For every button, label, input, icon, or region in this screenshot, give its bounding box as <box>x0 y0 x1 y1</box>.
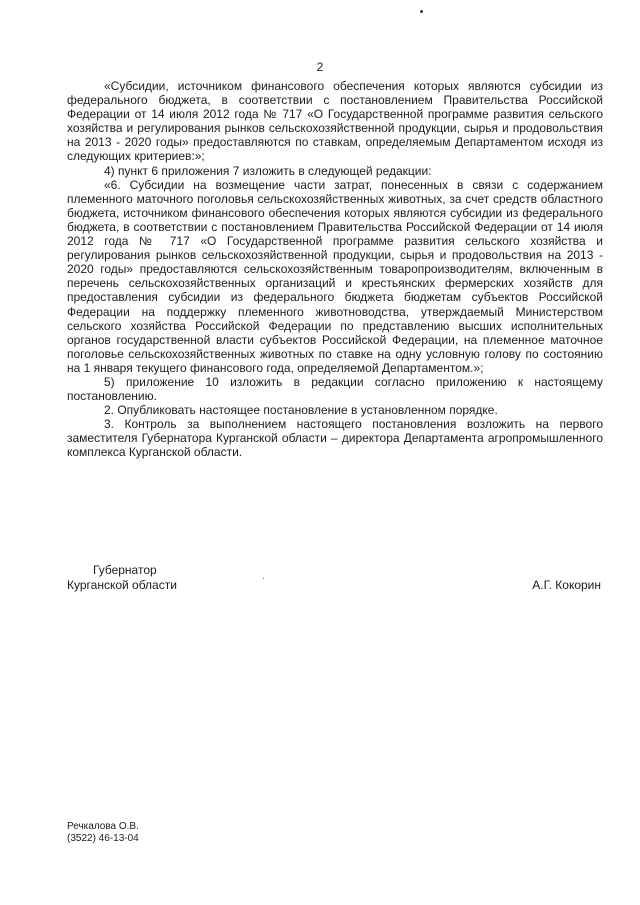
paragraph-item-4: 4) пункт 6 приложения 7 изложить в следующей редакции: <box>104 163 432 178</box>
signature-block <box>67 563 603 592</box>
executor-phone: (3522) 46-13-04 <box>67 833 139 844</box>
paragraph-clause-6: «6. Субсидии на возмещение части затрат, понесенных в связи с содержанием племенного маточного поголовья сельскохозяйственных животных, за счет средств областного бюджета, источником финансового обеспечения которых являются субсидии из федерального бюджета, в соответствии с постановлением Правительства Российской Федерации от 14 июля 2012 года № 717 «О Государственной программе развития сельского хозяйства и регулирования рынков сельскохозяйственной продукции, сырья и продовольствия на 2013 - 2020 годы» предоставляются сельскохозяйственным товаропроизводителям, включенным в перечень сельскохозяйственных организаций и крестьянских фермерских хозяйств для предоставления субсидии из федерального бюджета бюджетам субъектов Российской Федерации на поддержку племенного животноводства, утверждаемый Министерством сельского хозяйства Российской Федерации по представлению высших исполнительных органов государственной власти субъектов Российской Федерации, на племенное маточное поголовье сельскохозяйственных животных по ставке на одну условную голову по состоянию на 1 января текущего финансового года, определяемой Департаментом.»; <box>67 177 603 375</box>
executor-footer <box>67 821 139 845</box>
document-body <box>67 79 603 460</box>
paragraph-item-5: 5) приложение 10 изложить в редакции согласно приложению к настоящему постановлению. <box>67 374 603 404</box>
signer-position: Губернатор <box>93 563 157 577</box>
signer-region: Курганской области <box>67 577 177 592</box>
scan-speck <box>420 10 423 13</box>
paragraph-control: 3. Контроль за выполнением настоящего постановления возложить на первого заместителя Губернатора Курганской области – директора Департамента агропромышленного комплекса Курганской области. <box>67 417 603 460</box>
paragraph-publish: 2. Опубликовать настоящее постановление в установленном порядке. <box>104 403 498 418</box>
page-number: 2 <box>316 60 324 74</box>
signer-name: А.Г. Кокорин <box>532 577 601 592</box>
executor-name: Речкалова О.В. <box>67 821 139 832</box>
paragraph-subsidies-criteria: «Субсидии, источником финансового обеспечения которых являются субсидии из федерального бюджета, в соответствии с постановлением Правительства Российской Федерации от 14 июля 2012 года № 717 «О Государственной программе развития сельского хозяйства и регулирования рынков сельскохозяйственной продукции, сырья и продовольствия на 2013 - 2020 годы» предоставляются по ставкам, определяемым Департаментом исходя из следующих критериев:»; <box>67 79 603 164</box>
